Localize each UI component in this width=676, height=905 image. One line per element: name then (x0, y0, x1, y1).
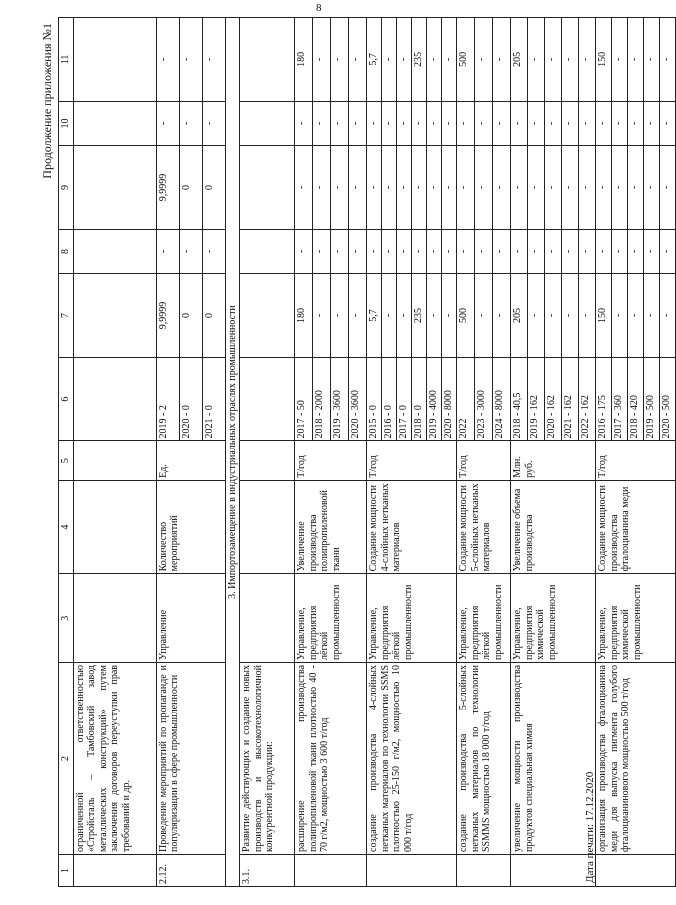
value-cell-c10: - (412, 101, 427, 145)
value-cell-c7: 235 (412, 274, 427, 358)
value-cell-c7: - (562, 274, 579, 358)
value-cell-c8: - (596, 229, 612, 273)
value-cell-c11: - (179, 18, 202, 102)
indicator-name: Создание мощности 5-слойных нетканых материалов (457, 480, 511, 574)
value-cell-c8: - (427, 229, 442, 273)
table-row (156, 18, 179, 887)
value-cell-c6: 2019 - 162 (528, 357, 545, 441)
activity-name: создание производства 4-слойных нетканых материалов по технологии SSMS плотностью 25-150 г/м2, мощностью 10 000 т/год (367, 662, 457, 854)
value-cell-c11: - (493, 18, 511, 102)
print-date: Дата печати: 17.12.2020 (584, 771, 596, 883)
value-cell-c8: - (612, 229, 628, 273)
value-cell-c11: - (612, 18, 628, 102)
value-cell-c11: - (427, 18, 442, 102)
value-cell-c10: - (493, 101, 511, 145)
value-cell-c7: - (397, 274, 412, 358)
value-cell-c6: 2022 (457, 357, 475, 441)
value-cell-c9: - (644, 146, 660, 230)
value-cell-c8: - (579, 229, 596, 273)
value-cell-c6: 2022 - 162 (579, 357, 596, 441)
value-cell-c10: - (660, 101, 676, 145)
column-header: 11 (59, 18, 74, 102)
table-header-row (59, 18, 74, 887)
value-cell-c8: - (313, 229, 331, 273)
responsible-executor: Управление (156, 574, 225, 663)
value-cell-c7: - (579, 274, 596, 358)
value-cell-c11: - (475, 18, 493, 102)
column-header: 3 (59, 574, 74, 663)
value-cell-c9: - (511, 146, 528, 230)
value-cell-c9: - (457, 146, 475, 230)
value-cell-c10: - (313, 101, 331, 145)
value-cell-c8: - (397, 229, 412, 273)
value-cell-c9: - (382, 146, 397, 230)
value-cell-c6 (73, 357, 156, 441)
value-cell-c7: - (644, 274, 660, 358)
value-cell-c8 (73, 229, 156, 273)
value-cell-c9: - (493, 146, 511, 230)
table-row (295, 18, 313, 887)
value-cell-c7: - (331, 274, 349, 358)
value-cell-c11: - (562, 18, 579, 102)
value-cell-c8: - (156, 229, 179, 273)
value-cell-c10: - (331, 101, 349, 145)
value-cell-c7: 500 (457, 274, 475, 358)
column-header: 5 (59, 441, 74, 480)
value-cell-c10: - (475, 101, 493, 145)
value-cell-c11: - (382, 18, 397, 102)
value-cell-c7: - (612, 274, 628, 358)
value-cell-c10 (73, 101, 156, 145)
value-cell-c6: 2017 - 50 (295, 357, 313, 441)
empty-cell (240, 574, 295, 663)
activity-name: ограниченной ответственностью «Стройсталь – Тамбовский завод металлических конструкций» путем заключения договоров переуступки прав требований и др. (73, 662, 156, 854)
activity-name: Развитие действующих и создание новых производств и высокотехнологичной конкурентной продукции: (240, 662, 295, 854)
activity-name: увеличение мощности производства продуктов специальная химия (511, 662, 596, 854)
value-cell-c6: 2018 - 40,5 (511, 357, 528, 441)
row-number: 2.12. (156, 855, 225, 887)
value-cell-c10: - (156, 101, 179, 145)
value-cell-c11: - (313, 18, 331, 102)
value-cell-c6: 2020 - 162 (545, 357, 562, 441)
empty-cell (240, 229, 295, 273)
column-header: 6 (59, 357, 74, 441)
value-cell-c6: 2021 - 0 (202, 357, 225, 441)
value-cell-c6: 2019 - 3600 (331, 357, 349, 441)
value-cell-c8: - (367, 229, 382, 273)
value-cell-c11: - (397, 18, 412, 102)
value-cell-c9: 0 (202, 146, 225, 230)
value-cell-c11: - (528, 18, 545, 102)
value-cell-c11: 500 (457, 18, 475, 102)
value-cell-c6: 2017 - 360 (612, 357, 628, 441)
table-row (596, 18, 612, 887)
value-cell-c9: - (412, 146, 427, 230)
value-cell-c10: - (545, 101, 562, 145)
value-cell-c9: - (331, 146, 349, 230)
row-number (511, 855, 596, 887)
indicator-name: Увеличение объема производства (511, 480, 596, 574)
column-header: 9 (59, 146, 74, 230)
table-row (511, 18, 528, 887)
value-cell-c7: 9,9999 (156, 274, 179, 358)
value-cell-c8: - (382, 229, 397, 273)
unit: Т/год (367, 441, 457, 480)
value-cell-c10: - (628, 101, 644, 145)
empty-cell (240, 441, 295, 480)
responsible-executor: Управление, предприятия лёгкой промышленности (367, 574, 457, 663)
indicator-name: Создание мощности 4-слойных нетканых материалов (367, 480, 457, 574)
value-cell-c8: - (628, 229, 644, 273)
value-cell-c10: - (511, 101, 528, 145)
value-cell-c10: - (202, 101, 225, 145)
value-cell-c10: - (367, 101, 382, 145)
table-row (457, 18, 475, 887)
value-cell-c10: - (397, 101, 412, 145)
value-cell-c6: 2019 - 4000 (427, 357, 442, 441)
value-cell-c7: - (427, 274, 442, 358)
value-cell-c9: - (349, 146, 367, 230)
value-cell-c7: 5,7 (367, 274, 382, 358)
value-cell-c6: 2020 - 0 (179, 357, 202, 441)
value-cell-c10: - (528, 101, 545, 145)
appendix-title: Продолжение приложения №1 (40, 23, 54, 179)
activity-name: Проведение мероприятий по пропаганде и популяризации в сфере промышленности (156, 662, 225, 854)
value-cell-c8: - (493, 229, 511, 273)
value-cell-c8: - (562, 229, 579, 273)
value-cell-c9: - (628, 146, 644, 230)
column-header: 7 (59, 274, 74, 358)
value-cell-c8: - (179, 229, 202, 273)
row-number (457, 855, 511, 887)
value-cell-c11: 5,7 (367, 18, 382, 102)
value-cell-c10: - (579, 101, 596, 145)
value-cell-c8: - (644, 229, 660, 273)
value-cell-c9: 9,9999 (156, 146, 179, 230)
value-cell-c8: - (295, 229, 313, 273)
value-cell-c9: 0 (179, 146, 202, 230)
activity-name: организация производства фталоцианина меди для выпуска пигмента голубого фталоцианинового мощностью 500 т/год (596, 662, 676, 854)
value-cell-c6: 2018 - 0 (412, 357, 427, 441)
value-cell-c10: - (562, 101, 579, 145)
value-cell-c11 (73, 18, 156, 102)
value-cell-c10: - (644, 101, 660, 145)
value-cell-c6: 2021 - 162 (562, 357, 579, 441)
value-cell-c8: - (412, 229, 427, 273)
row-number (73, 855, 156, 887)
value-cell-c7: 0 (202, 274, 225, 358)
value-cell-c9: - (545, 146, 562, 230)
value-cell-c11: - (156, 18, 179, 102)
row-number (367, 855, 457, 887)
table-row (240, 18, 295, 887)
value-cell-c8: - (511, 229, 528, 273)
value-cell-c9: - (295, 146, 313, 230)
unit: Т/год (596, 441, 676, 480)
section-header-row (225, 18, 240, 887)
value-cell-c7: 180 (295, 274, 313, 358)
value-cell-c8: - (475, 229, 493, 273)
value-cell-c6: 2016 - 175 (596, 357, 612, 441)
value-cell-c10: - (179, 101, 202, 145)
value-cell-c11: 235 (412, 18, 427, 102)
activity-name: создание производства 5-слойных нетканых материалов по технологии SSMMS мощностью 18 000 т/год (457, 662, 511, 854)
value-cell-c10: - (457, 101, 475, 145)
column-header: 10 (59, 101, 74, 145)
value-cell-c7: - (660, 274, 676, 358)
unit: Т/год (295, 441, 367, 480)
value-cell-c8: - (660, 229, 676, 273)
value-cell-c7: 0 (179, 274, 202, 358)
value-cell-c7: - (545, 274, 562, 358)
row-number: 3.1. (240, 855, 295, 887)
value-cell-c9: - (475, 146, 493, 230)
indicator-name: Увеличение производства полипропиленовой ткани (295, 480, 367, 574)
value-cell-c9: - (660, 146, 676, 230)
value-cell-c9: - (367, 146, 382, 230)
value-cell-c11: - (660, 18, 676, 102)
empty-cell (240, 480, 295, 574)
value-cell-c7: - (475, 274, 493, 358)
value-cell-c7: - (493, 274, 511, 358)
value-cell-c6: 2019 - 2 (156, 357, 179, 441)
value-cell-c10: - (612, 101, 628, 145)
value-cell-c11: - (628, 18, 644, 102)
value-cell-c11: - (545, 18, 562, 102)
value-cell-c6: 2015 - 0 (367, 357, 382, 441)
value-cell-c8: - (528, 229, 545, 273)
value-cell-c11: 150 (596, 18, 612, 102)
value-cell-c10: - (442, 101, 457, 145)
value-cell-c8: - (545, 229, 562, 273)
value-cell-c10: - (596, 101, 612, 145)
value-cell-c6: 2020 - 8000 (442, 357, 457, 441)
unit: Млн. руб. (511, 441, 596, 480)
empty-cell (240, 146, 295, 230)
value-cell-c9: - (427, 146, 442, 230)
value-cell-c11: - (349, 18, 367, 102)
value-cell-c6: 2019 - 500 (644, 357, 660, 441)
row-number (596, 855, 676, 887)
value-cell-c10: - (427, 101, 442, 145)
unit: Т/год (457, 441, 511, 480)
value-cell-c7: 150 (596, 274, 612, 358)
column-header: 2 (59, 662, 74, 854)
value-cell-c6: 2023 - 3000 (475, 357, 493, 441)
value-cell-c6: 2024 - 8000 (493, 357, 511, 441)
responsible-executor: Управление, предприятия лёгкой промышленности (295, 574, 367, 663)
value-cell-c9: - (596, 146, 612, 230)
empty-cell (240, 101, 295, 145)
unit (73, 441, 156, 480)
value-cell-c8: - (442, 229, 457, 273)
value-cell-c7: - (349, 274, 367, 358)
value-cell-c7 (73, 274, 156, 358)
value-cell-c8: - (331, 229, 349, 273)
responsible-executor (73, 574, 156, 663)
unit: Ед. (156, 441, 225, 480)
table-row (73, 18, 156, 887)
value-cell-c10: - (349, 101, 367, 145)
value-cell-c7: - (628, 274, 644, 358)
value-cell-c11: - (442, 18, 457, 102)
value-cell-c7: - (313, 274, 331, 358)
empty-cell (240, 18, 295, 102)
activity-name: расширение производства полипропиленовой ткани плотностью 40 - 70 г/м2, мощностью 3 600 т/год (295, 662, 367, 854)
value-cell-c6: 2016 - 0 (382, 357, 397, 441)
empty-cell (240, 274, 295, 358)
value-cell-c7: - (442, 274, 457, 358)
value-cell-c9: - (579, 146, 596, 230)
document-body (40, 17, 672, 887)
value-cell-c9: - (397, 146, 412, 230)
value-cell-c9: - (612, 146, 628, 230)
value-cell-c9: - (528, 146, 545, 230)
value-cell-c9: - (562, 146, 579, 230)
value-cell-c7: - (528, 274, 545, 358)
value-cell-c9 (73, 146, 156, 230)
value-cell-c11: - (644, 18, 660, 102)
value-cell-c6: 2017 - 0 (397, 357, 412, 441)
responsible-executor: Управление, предприятия химической промышленности (596, 574, 676, 663)
empty-cell (240, 357, 295, 441)
value-cell-c9: - (313, 146, 331, 230)
value-cell-c11: 180 (295, 18, 313, 102)
value-cell-c10: - (382, 101, 397, 145)
responsible-executor: Управление, предприятия лёгкой промышленности (457, 574, 511, 663)
indicator-name (73, 480, 156, 574)
value-cell-c6: 2018 - 420 (628, 357, 644, 441)
indicator-name: Количество мероприятий (156, 480, 225, 574)
column-header: 4 (59, 480, 74, 574)
value-cell-c8: - (349, 229, 367, 273)
responsible-executor: Управление, предприятия химической промышленности (511, 574, 596, 663)
value-cell-c11: - (579, 18, 596, 102)
value-cell-c11: - (331, 18, 349, 102)
value-cell-c7: 205 (511, 274, 528, 358)
value-cell-c10: - (295, 101, 313, 145)
program-table (58, 17, 676, 887)
column-header: 8 (59, 229, 74, 273)
value-cell-c11: 205 (511, 18, 528, 102)
value-cell-c8: - (457, 229, 475, 273)
column-header: 1 (59, 855, 74, 887)
value-cell-c6: 2018 - 2000 (313, 357, 331, 441)
row-number (295, 855, 367, 887)
value-cell-c6: 2020 - 3600 (349, 357, 367, 441)
value-cell-c9: - (442, 146, 457, 230)
value-cell-c7: - (382, 274, 397, 358)
page-number: 8 (316, 2, 322, 14)
indicator-name: Создание мощности производства фталоцианина меди (596, 480, 676, 574)
section-title: 3. Импортозамещение в индустриальных отраслях промышленности (225, 18, 240, 887)
value-cell-c6: 2020 - 500 (660, 357, 676, 441)
value-cell-c11: - (202, 18, 225, 102)
table-row (367, 18, 382, 887)
value-cell-c8: - (202, 229, 225, 273)
